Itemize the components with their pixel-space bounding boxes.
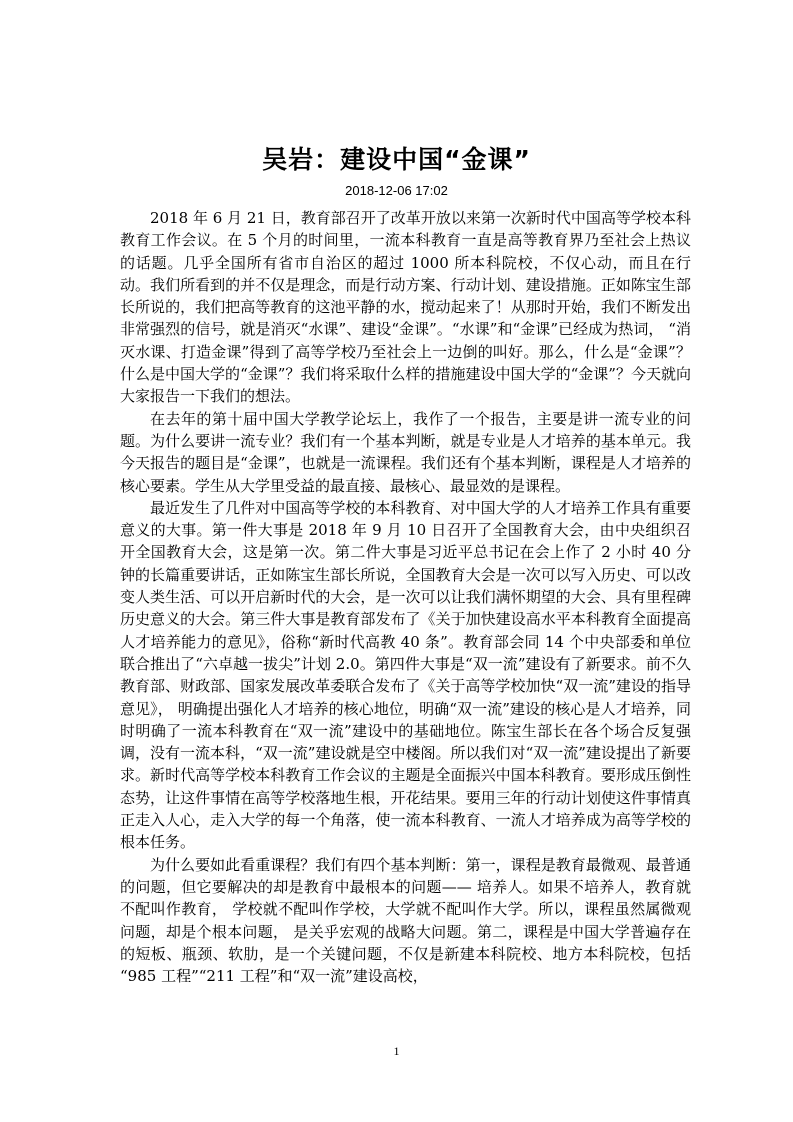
publish-date: 2018-12-06 17:02 [345,183,448,198]
page-number: 1 [393,1044,400,1058]
paragraph: 2018 年 6 月 21 日，教育部召开了改革开放以来第一次新时代中国高等学校本科教育工作会议。在 5 个月的时间里，一流本科教育一直是高等教育界乃至社会上热议的话题。几乎全国所有省市自治区的超过 1000 所本科院校，不仅心动，而且在行动。我们所看到的并不仅是理念，而是行动方案、行动计划、建设措施。正如陈宝生部长所说的，我们把高等教育的这池平静的水，搅动起来了！从那时开始，我们不断发出非常强烈的信号，就是消灭“水课”、建设“金课”。“水课”和“金课”已经成为热词， “消灭水课、打造金课”得到了高等学校乃至社会上一边倒的叫好。那么，什么是“金课”？ 什么是中国大学的“金课”？我们将采取什么样的措施建设中国大学的“金课”？今天就向大家报告一下我们的想法。 [120,209,691,406]
paragraph: 为什么要如此看重课程？我们有四个基本判断：第一，课程是教育最微观、最普通的问题，但它要解决的却是教育中最根本的问题—— 培养人。如果不培养人，教育就不配叫作教育， 学校就不配叫作学校，大学就不配叫作大学。所以，课程虽然属微观问题，却是个根本问题， 是关乎宏观的战略大问题。第二，课程是中国大学普遍存在的短板、瓶颈、软肋，是一个关键问题，不仅是新建本科院校、地方本科院校，包括 “985 工程”“211 工程”和“双一流”建设高校， [120,855,691,986]
paragraph: 在去年的第十届中国大学教学论坛上，我作了一个报告，主要是讲一流专业的问题。为什么要讲一流专业？我们有一个基本判断，就是专业是人才培养的基本单元。我今天报告的题目是“金课”，也就是一流课程。我们还有个基本判断，课程是人才培养的核心要素。学生从大学里受益的最直接、最核心、最显效的是课程。 [120,409,691,495]
article-title: 吴岩：建设中国“金课” [262,145,531,174]
article-body [120,207,691,987]
paragraph: 最近发生了几件对中国高等学校的本科教育、对中国大学的人才培养工作具有重要意义的大事。第一件大事是 2018 年 9 月 10 日召开了全国教育大会，由中央组织召开全国教育大会，这是第一次。第二件大事是习近平总书记在会上作了 2 小时 40 分钟的长篇重要讲话，正如陈宝生部长所说，全国教育大会是一次可以写入历史、可以改变人类生活、可以开启新时代的大会，是一次可以让我们满怀期望的大会、具有里程碑历史意义的大会。第三件大事是教育部发布了《关于加快建设高水平本科教育全面提高人才培养能力的意见》，俗称“新时代高教 40 条”。教育部会同 14 个中央部委和单位联合推出了“六卓越一拔尖”计划 2.0。第四件大事是“双一流”建设有了新要求。前不久教育部、财政部、国家发展改革委联合发布了《关于高等学校加快“双一流”建设的指导意见》， 明确提出强化人才培养的核心地位，明确“双一流”建设的核心是人才培养，同时明确了一流本科教育在“双一流”建设中的基础地位。陈宝生部长在各个场合反复强调，没有一流本科，“双一流”建设就是空中楼阁。所以我们对“双一流”建设提出了新要求。新时代高等学校本科教育工作会议的主题是全面振兴中国本科教育。要形成压倒性态势，让这件事情在高等学校落地生根，开花结果。要用三年的行动计划使这件事情真正走入人心，走入大学的每一个角落，使一流本科教育、一流人才培养成为高等学校的根本任务。 [120,498,691,852]
